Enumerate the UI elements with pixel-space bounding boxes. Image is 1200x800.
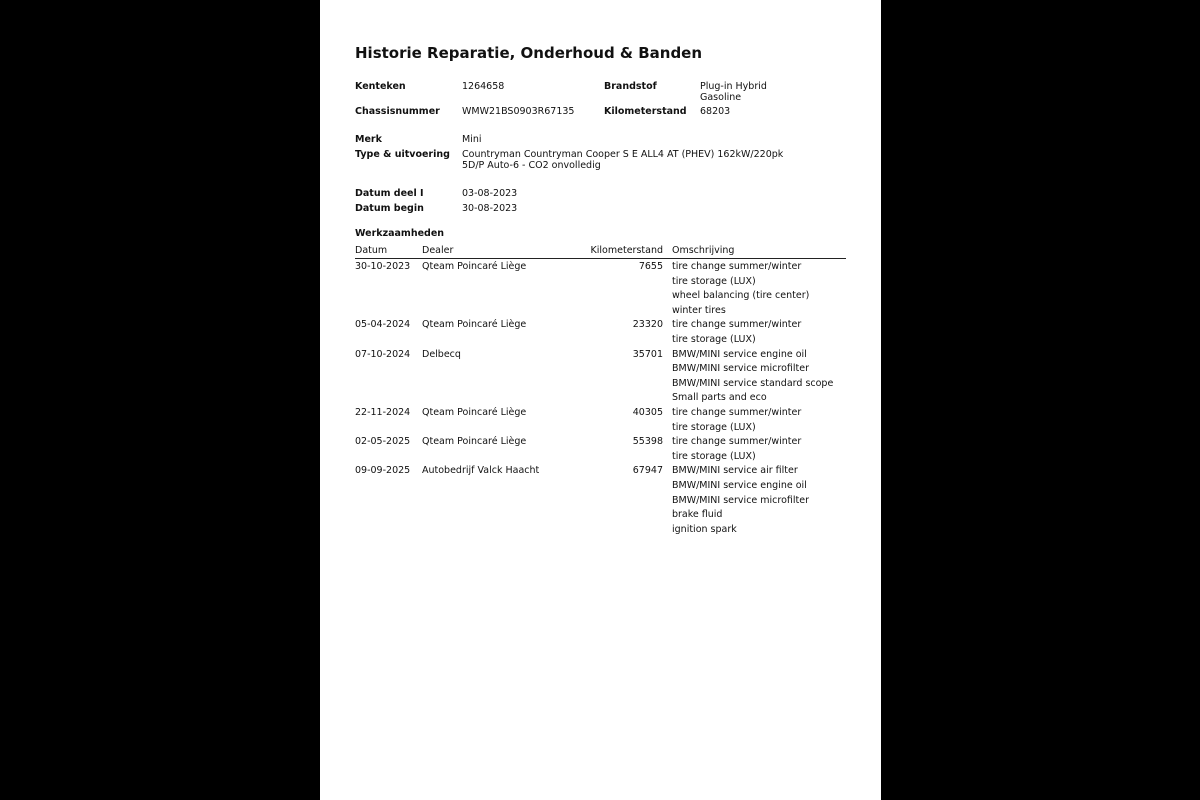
merk-label: Merk — [355, 134, 382, 145]
row-date: 09-09-2025 — [355, 465, 411, 477]
row-date: 02-05-2025 — [355, 436, 411, 448]
kilometerstand-label: Kilometerstand — [604, 106, 687, 117]
document-page — [320, 0, 881, 800]
header-divider — [355, 258, 846, 259]
row-kilometerstand: 7655 — [638, 261, 663, 272]
omschrijving-item: ignition spark — [672, 523, 737, 535]
row-kilometerstand: 23320 — [632, 319, 663, 331]
row-date: 30-10-2023 — [355, 261, 411, 272]
kenteken-value: 1264658 — [462, 81, 505, 92]
row-date: 07-10-2024 — [355, 348, 411, 360]
table-row — [320, 435, 881, 464]
column-header-kilometerstand: Kilometerstand — [590, 245, 663, 256]
datum-begin-value: 30-08-2023 — [462, 203, 518, 214]
table-row — [320, 260, 881, 318]
omschrijving-item: BMW/MINI service engine oil — [672, 348, 807, 360]
omschrijving-item: tire storage (LUX) — [672, 333, 756, 345]
omschrijving-item: BMW/MINI service air filter — [672, 465, 798, 477]
datum-deel-label: Datum deel I — [355, 188, 424, 199]
row-date: 05-04-2024 — [355, 319, 411, 331]
row-dealer: Qteam Poincaré Liège — [422, 261, 527, 272]
omschrijving-item: tire storage (LUX) — [672, 450, 756, 462]
row-kilometerstand: 35701 — [632, 348, 663, 360]
row-omschrijving — [672, 348, 881, 406]
omschrijving-item: winter tires — [672, 304, 726, 316]
row-omschrijving — [672, 318, 881, 347]
omschrijving-item: brake fluid — [672, 509, 723, 521]
werkzaamheden-table — [320, 260, 881, 537]
datum-begin-label: Datum begin — [355, 203, 424, 214]
omschrijving-item: tire storage (LUX) — [672, 275, 756, 287]
row-kilometerstand: 40305 — [632, 406, 663, 418]
chassis-value: WMW21BS0903R67135 — [462, 106, 575, 117]
merk-value: Mini — [462, 134, 482, 145]
table-row — [320, 406, 881, 435]
omschrijving-item: wheel balancing (tire center) — [672, 290, 810, 302]
row-kilometerstand: 55398 — [632, 436, 663, 448]
row-omschrijving — [672, 406, 881, 435]
kenteken-label: Kenteken — [355, 81, 406, 92]
type-value-line2: 5D/P Auto-6 - CO2 onvolledig — [462, 160, 601, 171]
omschrijving-item: BMW/MINI service engine oil — [672, 479, 807, 491]
omschrijving-item: BMW/MINI service standard scope — [672, 377, 834, 389]
omschrijving-item: tire storage (LUX) — [672, 421, 756, 433]
row-date: 22-11-2024 — [355, 406, 411, 418]
datum-deel-value: 03-08-2023 — [462, 188, 518, 199]
omschrijving-item: tire change summer/winter — [672, 406, 802, 418]
omschrijving-item: tire change summer/winter — [672, 319, 802, 331]
brandstof-value-line2: Gasoline — [700, 92, 742, 103]
omschrijving-item: BMW/MINI service microfilter — [672, 494, 810, 506]
table-row — [320, 318, 881, 347]
row-dealer: Delbecq — [422, 348, 461, 360]
row-dealer: Autobedrijf Valck Haacht — [422, 465, 540, 477]
type-label: Type & uitvoering — [355, 149, 450, 160]
brandstof-label: Brandstof — [604, 81, 657, 92]
row-omschrijving — [672, 260, 881, 318]
row-dealer: Qteam Poincaré Liège — [422, 436, 527, 448]
werkzaamheden-heading: Werkzaamheden — [355, 228, 445, 239]
column-header-datum: Datum — [355, 245, 388, 256]
chassis-label: Chassisnummer — [355, 106, 440, 117]
omschrijving-item: BMW/MINI service microfilter — [672, 363, 810, 375]
brandstof-value-line1: Plug-in Hybrid — [700, 81, 767, 92]
page-title: Historie Reparatie, Onderhoud & Banden — [355, 44, 703, 62]
column-header-omschrijving: Omschrijving — [672, 245, 735, 256]
omschrijving-item: Small parts and eco — [672, 392, 767, 404]
row-omschrijving — [672, 435, 881, 464]
table-row — [320, 348, 881, 406]
row-dealer: Qteam Poincaré Liège — [422, 319, 527, 331]
row-dealer: Qteam Poincaré Liège — [422, 406, 527, 418]
omschrijving-item: tire change summer/winter — [672, 436, 802, 448]
kilometerstand-value: 68203 — [700, 106, 731, 117]
type-value-line1: Countryman Countryman Cooper S E ALL4 AT (PHEV) 162kW/220pk — [462, 149, 784, 160]
row-kilometerstand: 67947 — [632, 465, 663, 477]
column-header-dealer: Dealer — [422, 245, 454, 256]
row-omschrijving — [672, 464, 881, 537]
omschrijving-item: tire change summer/winter — [672, 261, 802, 272]
table-row — [320, 464, 881, 537]
